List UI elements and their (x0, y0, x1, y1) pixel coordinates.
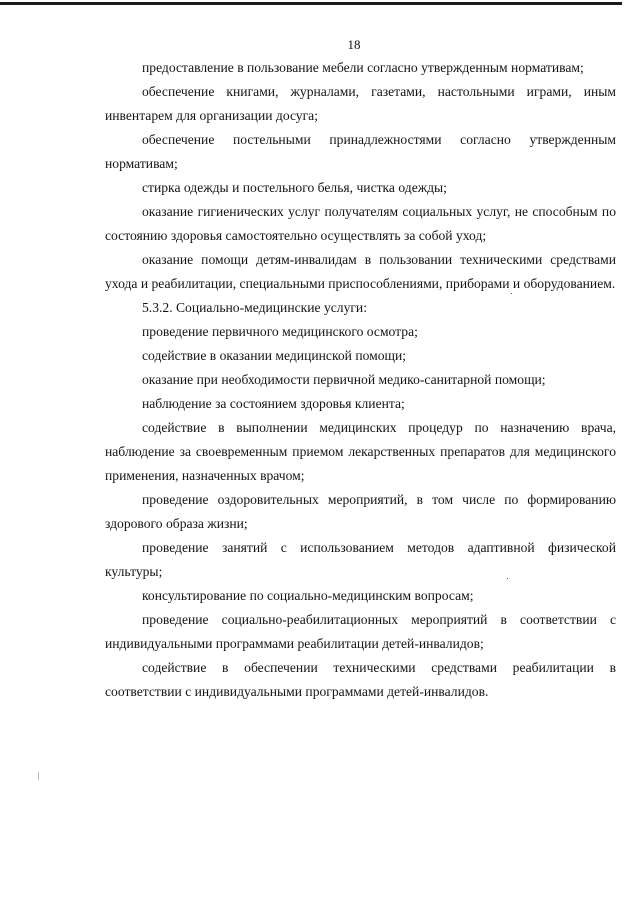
paragraph-laundry: стирка одежды и постельного белья, чистка одежды; (142, 180, 447, 195)
document-body (105, 56, 616, 704)
paragraph-rehab-activities: проведение социально-реабилитационных мероприятий в соответствии с индивидуальными программами реабилитации детей-инвалидов; (105, 612, 616, 651)
paragraph-health-monitoring: наблюдение за состоянием здоровья клиента; (142, 396, 405, 411)
paragraph-initial-exam: проведение первичного медицинского осмотра; (142, 324, 418, 339)
scan-speck (507, 578, 508, 579)
paragraph-assistive-tech: оказание помощи детям-инвалидам в пользовании техническими средствами ухода и реабилитации, специальными приспособлениями, приборами и оборудованием. (105, 252, 616, 291)
scan-speck (38, 772, 39, 780)
paragraph-procedures: содействие в выполнении медицинских процедур по назначению врача, наблюдение за своевременным приемом лекарственных препаратов для медицинского применения, назначенных врачом; (105, 420, 616, 483)
top-border-line (0, 2, 622, 5)
paragraph-adaptive-pe: проведение занятий с использованием методов адаптивной физической культуры; (105, 540, 616, 579)
paragraph-books-games: обеспечение книгами, журналами, газетами, настольными играми, иным инвентарем для организации досуга; (105, 84, 616, 123)
section-heading-medical: 5.3.2. Социально-медицинские услуги: (142, 300, 367, 315)
paragraph-bedding: обеспечение постельными принадлежностями согласно утвержденным нормативам; (105, 132, 616, 171)
page-number: 18 (347, 37, 361, 52)
paragraph-medical-help: содействие в оказании медицинской помощи; (142, 348, 407, 363)
paragraph-wellness: проведение оздоровительных мероприятий, в том числе по формированию здорового образа жизни; (105, 492, 616, 531)
paragraph-first-aid: оказание при необходимости первичной медико-санитарной помощи; (142, 372, 546, 387)
scan-speck (511, 293, 512, 294)
paragraph-furniture: предоставление в пользование мебели согласно утвержденным нормативам; (142, 60, 584, 75)
paragraph-hygiene: оказание гигиенических услуг получателям социальных услуг, не способным по состоянию здоровья самостоятельно осуществлять за собой уход; (105, 204, 616, 243)
paragraph-rehab-equipment: содействие в обеспечении техническими средствами реабилитации в соответствии с индивидуальными программами детей-инвалидов. (105, 660, 616, 699)
paragraph-consulting: консультирование по социально-медицинским вопросам; (142, 588, 474, 603)
